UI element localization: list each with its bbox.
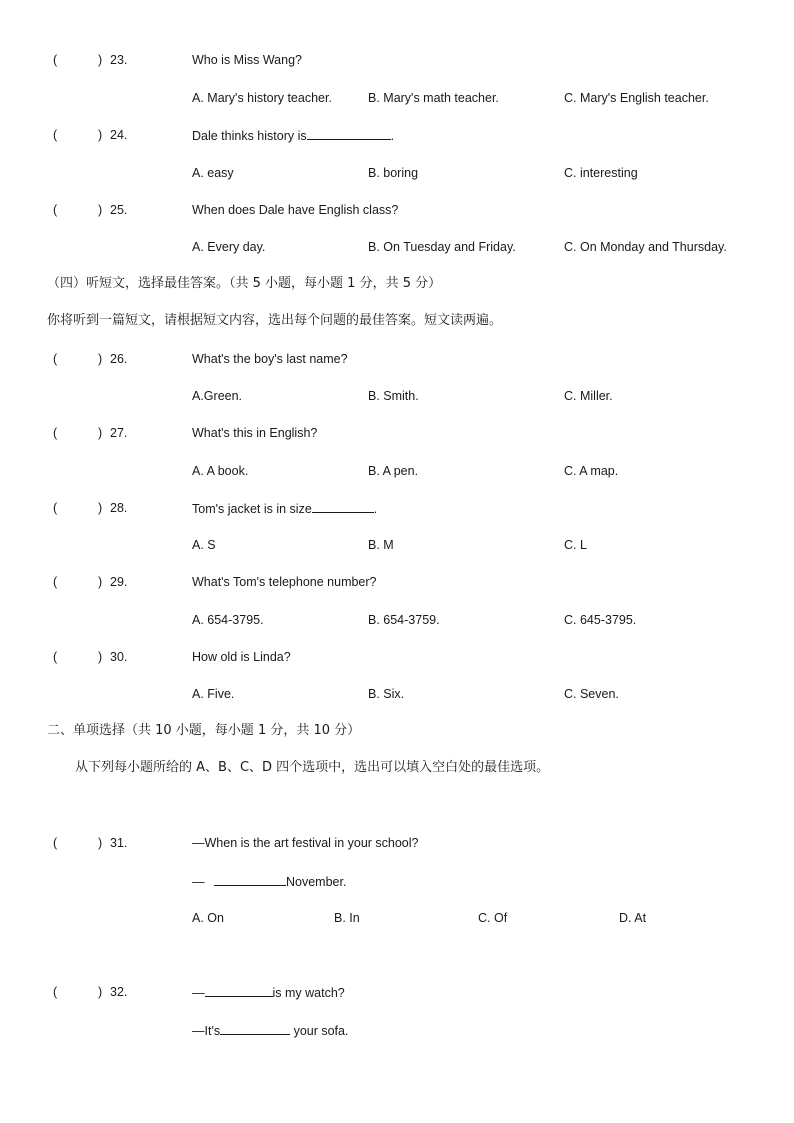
answer-paren-right: ) — [98, 836, 103, 850]
option-a: A. A book. — [192, 464, 249, 478]
dialogue-dash: — — [192, 986, 205, 1000]
dialogue-line-2 — [192, 873, 346, 890]
answer-paren-left: ( — [53, 426, 58, 440]
option-a: A. On — [192, 911, 224, 925]
option-c: C. Seven. — [564, 687, 619, 701]
option-b: B. Six. — [368, 687, 405, 701]
dialogue-line-1: —When is the art festival in your school? — [192, 836, 419, 850]
answer-paren-right: ) — [98, 650, 103, 664]
answer-paren-left: ( — [53, 203, 58, 217]
dialogue-text: November. — [285, 875, 347, 889]
answer-paren-right: ) — [98, 501, 103, 515]
answer-paren-right: ) — [98, 985, 103, 999]
answer-paren-left: ( — [53, 985, 58, 999]
option-b: B. Mary's math teacher. — [368, 91, 499, 105]
option-b: B. In — [334, 911, 360, 925]
question-number: 25. — [110, 203, 128, 217]
option-c: C. On Monday and Thursday. — [564, 240, 727, 254]
question-text-before: Dale thinks history is — [192, 129, 307, 143]
answer-paren-left: ( — [53, 650, 58, 664]
option-b: B. On Tuesday and Friday. — [368, 240, 516, 254]
answer-paren-right: ) — [98, 352, 103, 366]
option-b: B. Smith. — [368, 389, 419, 403]
question-text: What's the boy's last name? — [192, 352, 348, 366]
option-a: A. Mary's history teacher. — [192, 91, 332, 105]
part-instruction: 从下列每小题所给的 A、B、C、D 四个选项中，选出可以填入空白处的最佳选项。 — [75, 760, 550, 775]
option-d: D. At — [619, 911, 647, 925]
option-b: B. boring — [368, 166, 419, 180]
answer-blank — [220, 1022, 290, 1035]
answer-paren-left: ( — [53, 501, 58, 515]
answer-paren-left: ( — [53, 128, 58, 142]
answer-blank — [205, 984, 273, 997]
answer-paren-right: ) — [98, 575, 103, 589]
option-c: C. 645-3795. — [564, 613, 637, 627]
question-text: How old is Linda? — [192, 650, 291, 664]
question-text-after: . — [373, 502, 378, 516]
dialogue-line-2 — [192, 1022, 348, 1039]
option-c: C. A map. — [564, 464, 619, 478]
question-text — [192, 500, 377, 517]
answer-paren-left: ( — [53, 575, 58, 589]
answer-paren-left: ( — [53, 836, 58, 850]
question-text-after: . — [390, 129, 395, 143]
option-a: A. Five. — [192, 687, 235, 701]
answer-paren-left: ( — [53, 352, 58, 366]
answer-paren-right: ) — [98, 203, 103, 217]
question-text-before: Tom's jacket is in size — [192, 502, 312, 516]
question-number: 27. — [110, 426, 128, 440]
question-number: 26. — [110, 352, 128, 366]
question-text: What's this in English? — [192, 426, 318, 440]
answer-paren-left: ( — [53, 53, 58, 67]
option-c: C. Mary's English teacher. — [564, 91, 709, 105]
option-c: C. Miller. — [564, 389, 613, 403]
dialogue-text: your sofa. — [290, 1024, 349, 1038]
option-c: C. interesting — [564, 166, 638, 180]
dialogue-text: —It's — [192, 1024, 221, 1038]
answer-paren-right: ) — [98, 426, 103, 440]
option-b: B. M — [368, 538, 394, 552]
answer-blank — [312, 500, 374, 513]
section-heading: （四）听短文，选择最佳答案。（共 5 小题，每小题 1 分，共 5 分） — [47, 276, 442, 291]
answer-paren-right: ) — [98, 53, 103, 67]
section-instruction: 你将听到一篇短文，请根据短文内容，选出每个问题的最佳答案。短文读两遍。 — [47, 313, 503, 328]
option-c: C. Of — [478, 911, 508, 925]
answer-blank — [214, 873, 286, 886]
option-a: A. Every day. — [192, 240, 266, 254]
question-number: 29. — [110, 575, 128, 589]
question-number: 32. — [110, 985, 128, 999]
option-a: A. S — [192, 538, 216, 552]
question-number: 30. — [110, 650, 128, 664]
option-a: A. 654-3795. — [192, 613, 264, 627]
part-heading: 二、单项选择（共 10 小题，每小题 1 分，共 10 分） — [47, 723, 361, 738]
answer-blank — [307, 127, 391, 140]
dialogue-dash: — — [192, 875, 208, 889]
dialogue-text: is my watch? — [272, 986, 345, 1000]
question-text: Who is Miss Wang? — [192, 53, 302, 67]
question-text — [192, 127, 394, 144]
option-c: C. L — [564, 538, 587, 552]
option-b: B. 654-3759. — [368, 613, 440, 627]
question-text: When does Dale have English class? — [192, 203, 399, 217]
option-a: A.Green. — [192, 389, 243, 403]
question-number: 31. — [110, 836, 128, 850]
question-text: What's Tom's telephone number? — [192, 575, 377, 589]
dialogue-line-1 — [192, 984, 345, 1001]
option-b: B. A pen. — [368, 464, 419, 478]
question-number: 28. — [110, 501, 128, 515]
question-number: 23. — [110, 53, 128, 67]
option-a: A. easy — [192, 166, 234, 180]
question-number: 24. — [110, 128, 128, 142]
answer-paren-right: ) — [98, 128, 103, 142]
